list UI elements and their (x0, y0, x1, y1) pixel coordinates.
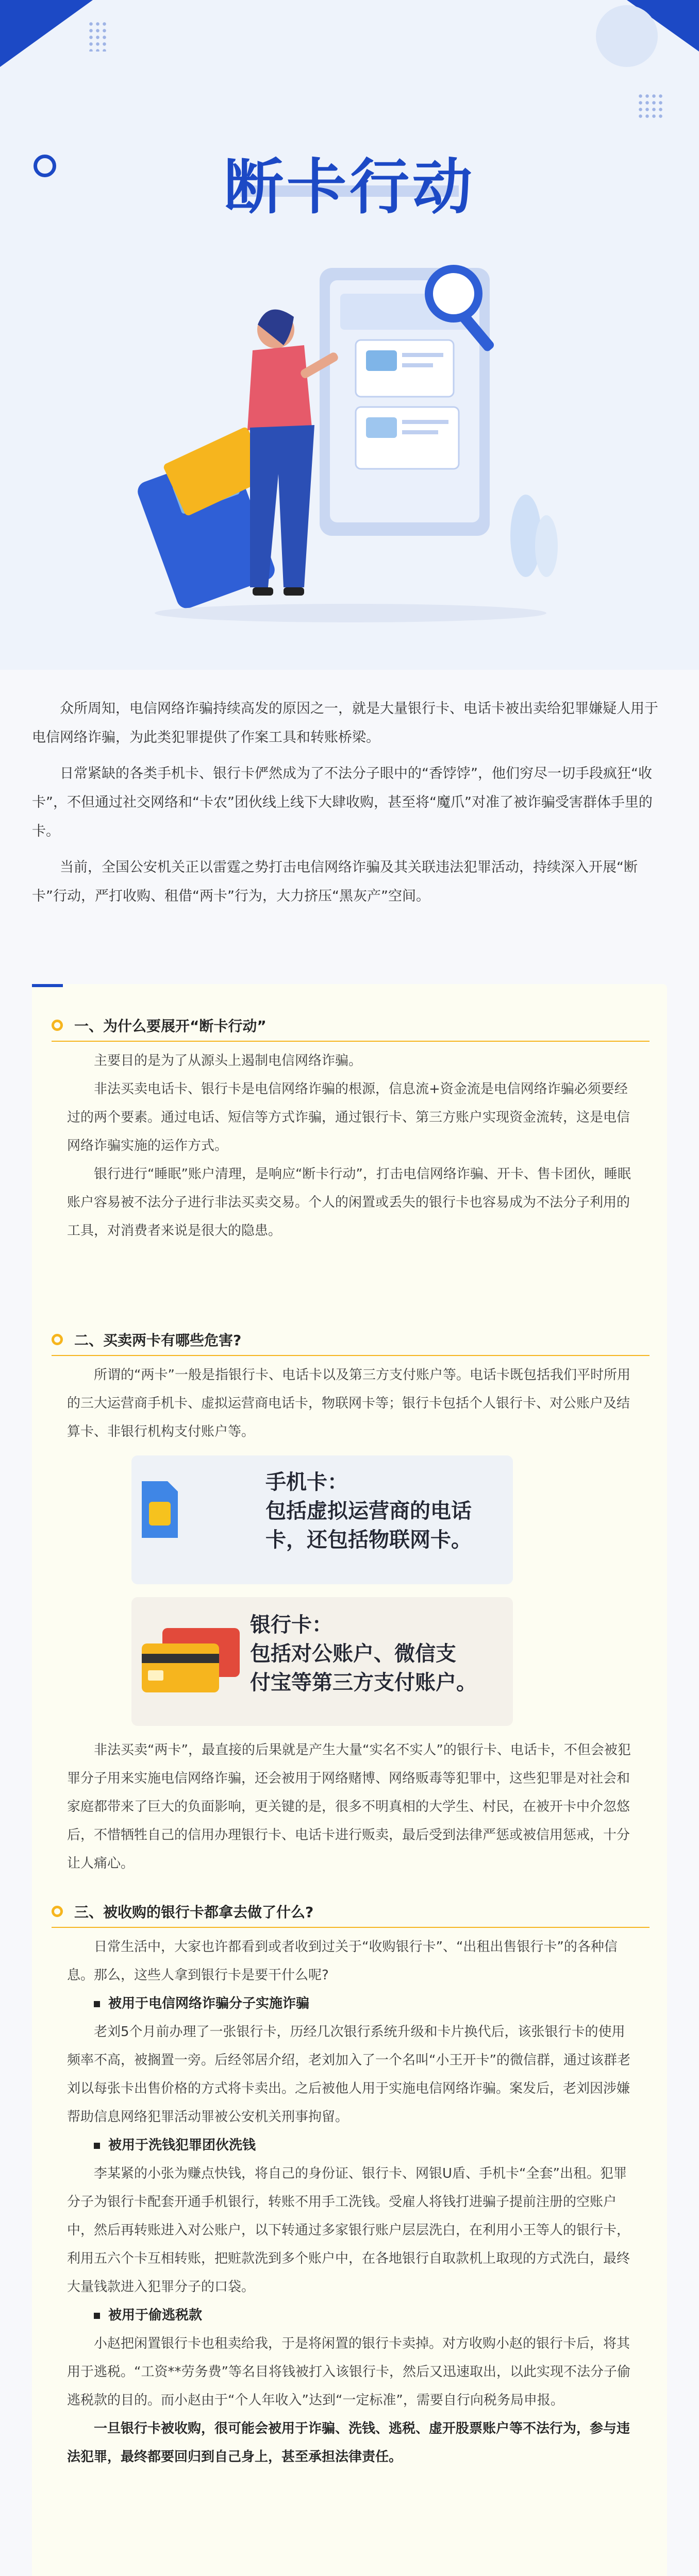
plant-decoration (510, 495, 558, 577)
card-accent-top (32, 984, 63, 987)
corner-decoration-left (0, 0, 93, 67)
page-title: 断卡行动 (224, 152, 475, 222)
paragraph: 非法买卖“两卡”，最直接的后果就是产生大量“实名不实人”的银行卡、电话卡，不但会被犯罪分子用来实施电信网络诈骗，还会被用于网络赌博、网络贩毒等犯罪中，这些犯罪是对社会和家庭都带来了巨大的负面影响，更关键的是，很多不明真相的大学生、村民，在被开卡中介忽悠后，不惜牺牲自己的信用办理银行卡、电话卡进行贩卖，最后受到法律严惩或被信用惩戒，十分让人痛心。 (67, 1742, 631, 1871)
circle-decoration (596, 5, 658, 67)
bullet-icon (52, 1334, 63, 1345)
bank-card-image (131, 1597, 513, 1726)
subheading: 被用于洗钱犯罪团伙洗钱 (67, 2131, 634, 2160)
section-3 (52, 1901, 650, 2471)
paragraph: 小赵把闲置银行卡也租卖给我，于是将闲置的银行卡卖掉。对方收购小赵的银行卡后，将其用于逃税。“工资**劳务费”等名目将钱被打入该银行卡，然后又迅速取出，以此实现不法分子偷逃税款的目的。而小赵由于“个人年收入”达到“一定标准”，需要自行向税务局申报。 (67, 2336, 630, 2408)
sim-card-title: 手机卡： (265, 1470, 348, 1494)
bank-card-icon (142, 1628, 240, 1700)
section-heading: 二、买卖两卡有哪些危害? (74, 1332, 242, 1349)
dots-decoration (637, 93, 663, 118)
hero-illustration (134, 258, 577, 629)
intro-paragraph: 当前，全国公安机关正以雷霆之势打击电信网络诈骗及其关联违法犯罪活动，持续深入开展“断卡”行动，严打收购、租借“两卡”行为，大力挤压“黑灰产”空间。 (32, 859, 638, 904)
hero-banner (0, 0, 699, 670)
paragraph: 非法买卖电话卡、银行卡是电信网络诈骗的根源，信息流+资金流是电信网络诈骗必须要经过的两个要素。通过电话、短信等方式诈骗，通过银行卡、第三方账户实现资金流转，这是电信网络诈骗实施的运作方式。 (67, 1081, 630, 1154)
sim-card-icon (142, 1481, 178, 1538)
subheading: 被用于电信网络诈骗分子实施诈骗 (67, 1990, 634, 2018)
bank-card-line: 付宝等第三方支付账户。 (250, 1671, 477, 1694)
bullet-icon (52, 1906, 63, 1917)
square-bullet-icon (94, 2313, 100, 2319)
paragraph: 所谓的“两卡”一般是指银行卡、电话卡以及第三方支付账户等。电话卡既包括我们平时所用的三大运营商手机卡、虚拟运营商电话卡，物联网卡等；银行卡包括个人银行卡、对公账户及结算卡、非银行机构支付账户等。 (67, 1367, 630, 1439)
paragraph: 主要目的是为了从源头上遏制电信网络诈骗。 (94, 1053, 362, 1069)
emphasis-paragraph: 一旦银行卡被收购，很可能会被用于诈骗、洗钱、逃税、虚开股票账户等不法行为，参与违法犯罪，最终都要回归到自己身上，甚至承担法律责任。 (67, 2421, 630, 2465)
sim-card-line: 卡，还包括物联网卡。 (265, 1528, 472, 1552)
intro-paragraph: 众所周知，电信网络诈骗持续高发的原因之一，就是大量银行卡、电话卡被出卖给犯罪嫌疑人用于电信网络诈骗，为此类犯罪提供了作案工具和转账桥梁。 (32, 701, 658, 745)
bullet-icon (52, 1020, 63, 1031)
section-1 (52, 1015, 650, 1245)
section-heading: 三、被收购的银行卡都拿去做了什么? (74, 1904, 314, 1921)
paragraph: 李某紧的小张为赚点快钱，将自己的身份证、银行卡、网银U盾、手机卡“全套”出租。犯罪分子为银行卡配套开通手机银行，转账不用手工洗钱。受雇人将钱打进骗子提前注册的空账户中，然后再转账进入对公账户，以下转通过多家银行账户层层洗白，在利用小王等人的银行卡，利用五六个卡互相转账，把赃款洗到多个账户中，在各地银行自取款机上取现的方式洗白，最终大量钱款进入犯罪分子的口袋。 (67, 2166, 630, 2295)
dots-decoration (88, 21, 108, 52)
bank-card-title: 银行卡： (250, 1613, 332, 1637)
intro-paragraph: 日常紧缺的各类手机卡、银行卡俨然成为了不法分子眼中的“香饽饽”，他们穷尽一切手段疯狂“收卡”，不但通过社交网络和“卡农”团伙线上线下大肆收购，甚至将“魔爪”对准了被诈骗受害群体手里的卡。 (32, 766, 653, 839)
section-2 (52, 1329, 650, 1446)
intro-text (32, 694, 667, 918)
sim-card-line: 包括虚拟运营商的电话 (265, 1499, 472, 1523)
paragraph: 银行进行“睡眠”账户清理，是响应“断卡行动”，打击电信网络诈骗、开卡、售卡团伙，睡眠账户容易被不法分子进行非法买卖交易。个人的闲置或丢失的银行卡也容易成为不法分子利用的工具，对消费者来说是很大的隐患。 (67, 1166, 631, 1239)
square-bullet-icon (94, 2001, 100, 2007)
square-bullet-icon (94, 2143, 100, 2149)
paragraph: 日常生活中，大家也许都看到或者收到过关于“收购银行卡”、“出租出售银行卡”的各种信息。那么，这些人拿到银行卡是要干什么呢? (67, 1939, 618, 1983)
section-2-continued (52, 1736, 650, 1878)
sim-card-image (131, 1455, 513, 1584)
section-heading: 一、为什么要展开“断卡行动” (74, 1018, 267, 1035)
paragraph: 老刘5个月前办理了一张银行卡，历经几次银行系统升级和卡片换代后，该张银行卡的使用频率不高，被搁置一旁。后经邻居介绍，老刘加入了一个名叫“小王开卡”的微信群，通过该群老刘以每张卡出售价格的方式将卡卖出。之后被他人用于实施电信网络诈骗。案发后，老刘因涉嫌帮助信息网络犯罪活动罪被公安机关刑事拘留。 (67, 2024, 630, 2125)
subheading: 被用于偷逃税款 (67, 2301, 634, 2330)
bank-card-line: 包括对公账户、微信支 (250, 1642, 456, 1666)
